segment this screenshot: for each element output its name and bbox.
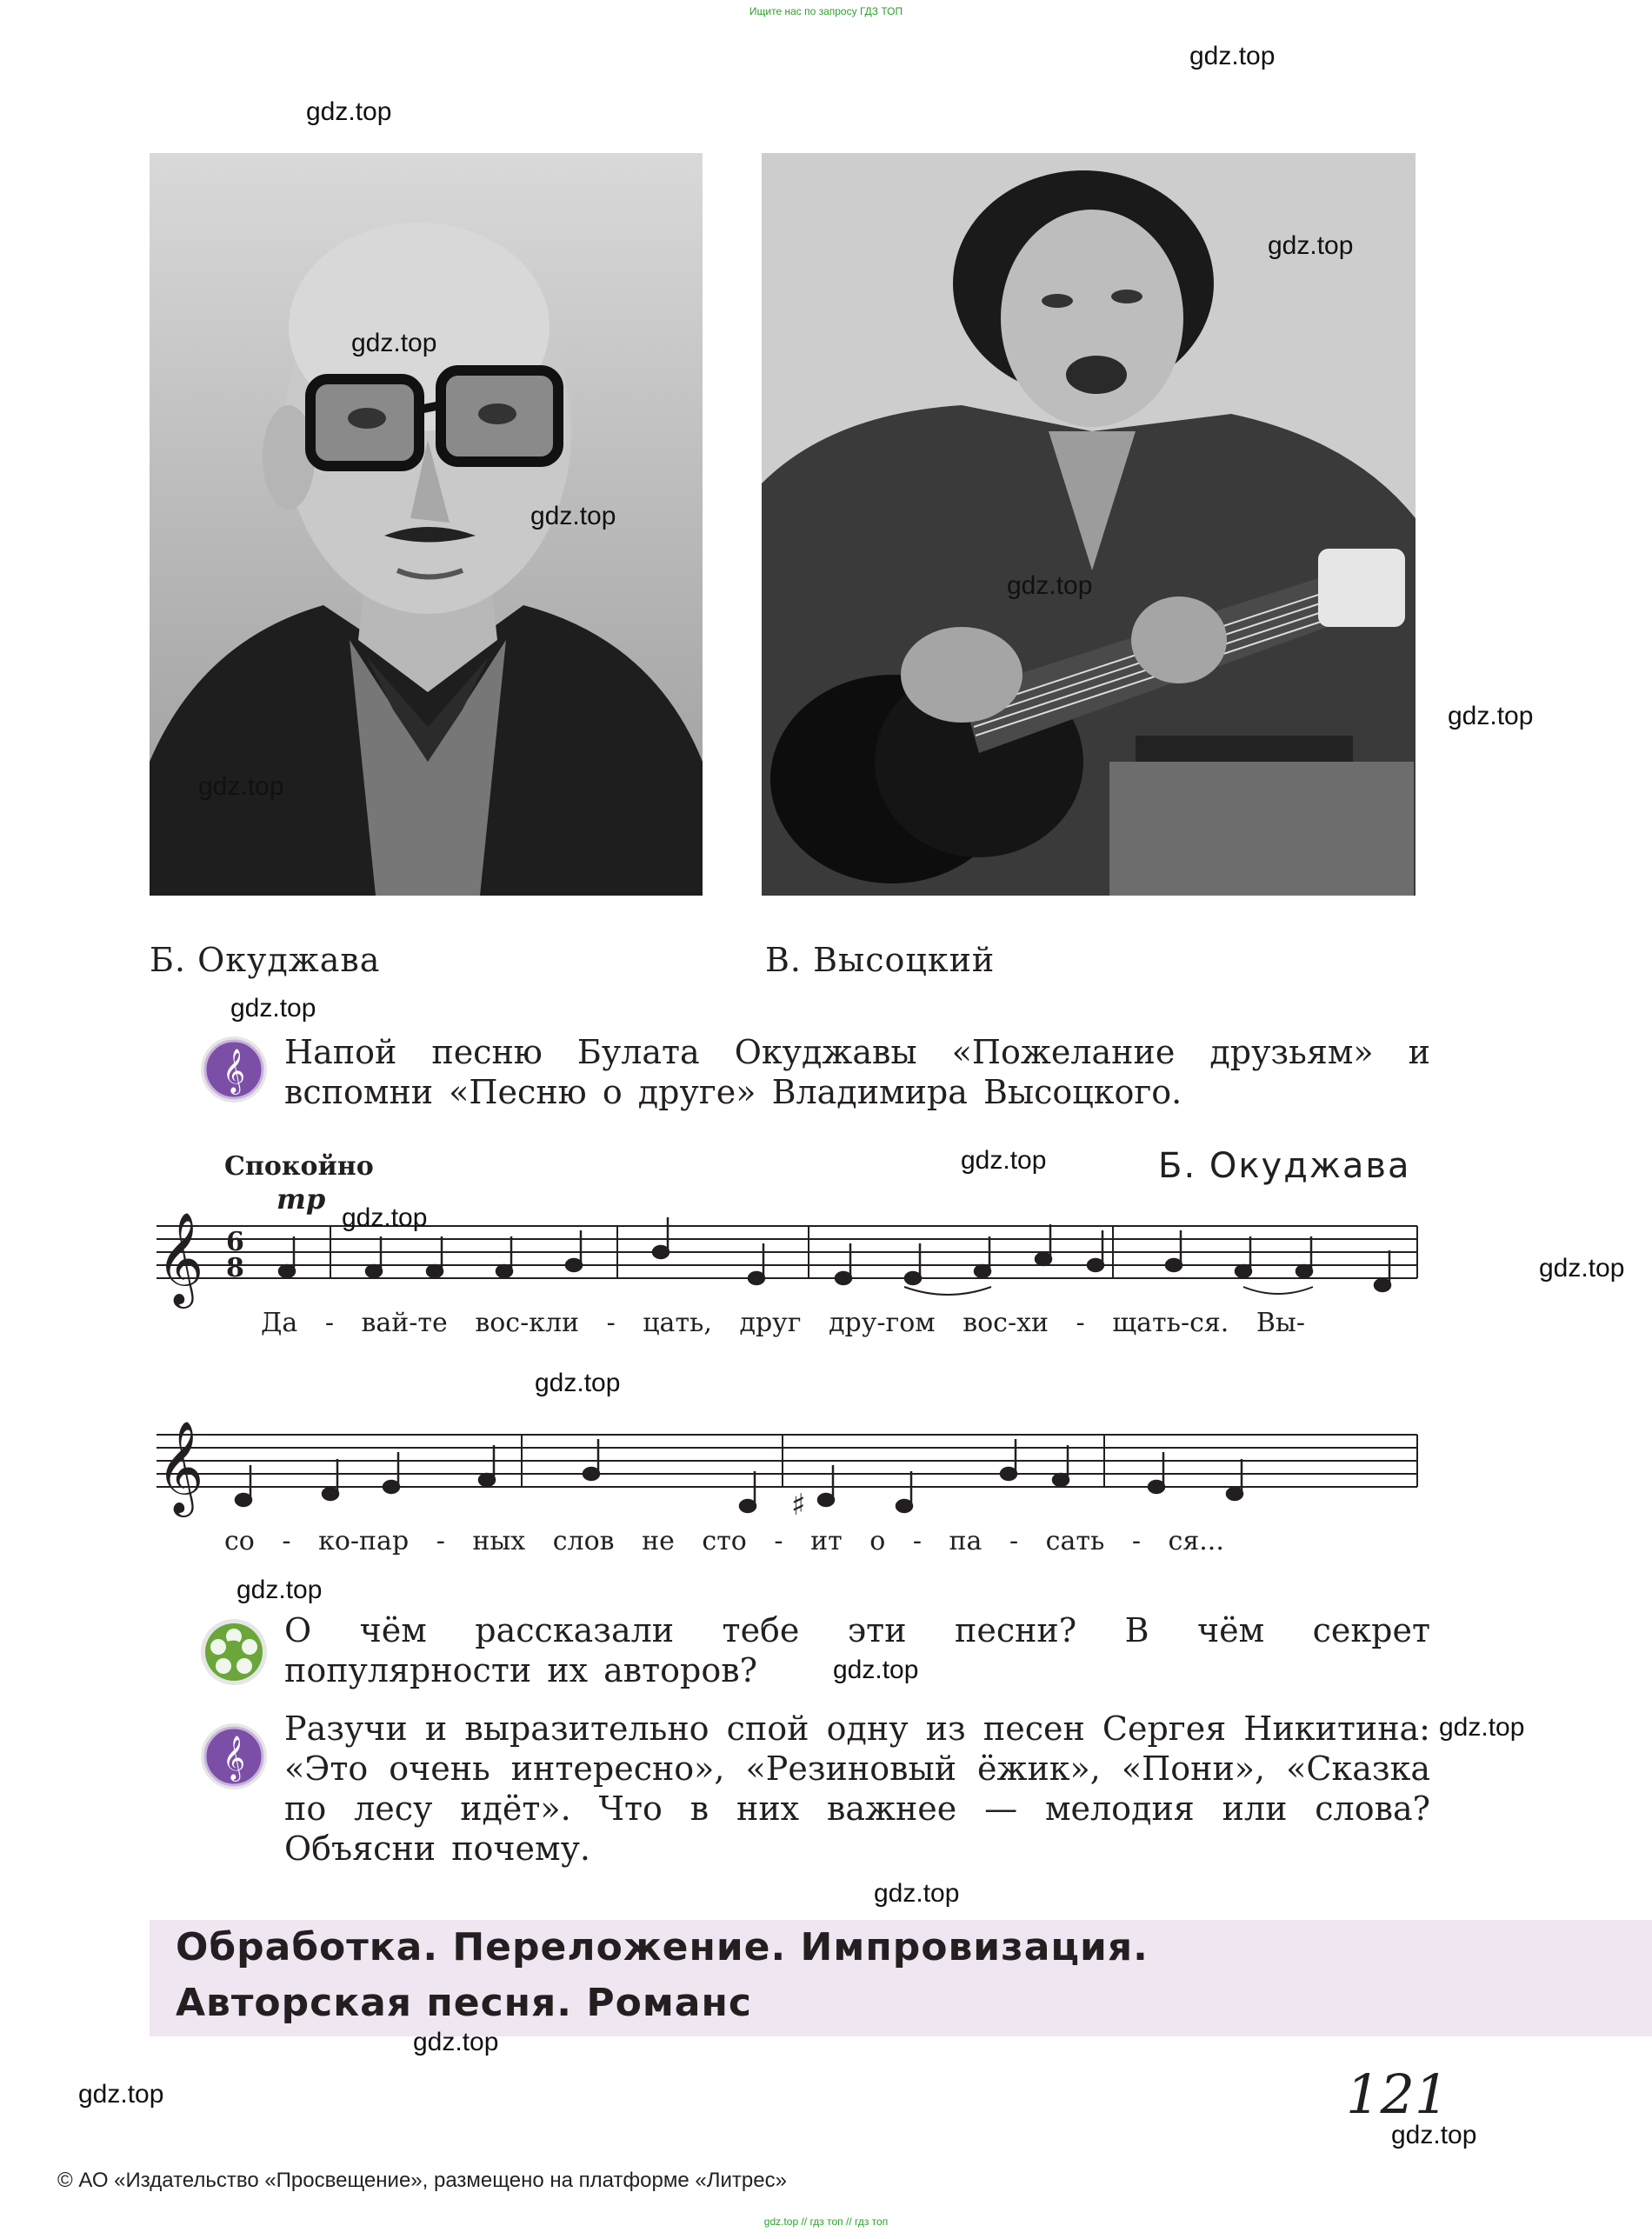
watermark: gdz.top	[230, 994, 316, 1023]
lyric-syllable: ных	[472, 1526, 526, 1556]
lyric-syllable: па	[949, 1526, 983, 1556]
lyric-syllable: не	[642, 1526, 675, 1556]
lyric-hyphen: -	[606, 1308, 616, 1338]
guitarist-image	[762, 153, 1416, 896]
ornament-mark: mp	[276, 1183, 326, 1216]
task-questions: О чём рассказали тебе эти песни? В чём секрет популярности их авторов?	[284, 1611, 1430, 1689]
svg-text:6: 6	[226, 1227, 244, 1257]
lyric-hyphen: -	[282, 1526, 291, 1556]
watermark: gdz.top	[961, 1146, 1047, 1175]
watermark: gdz.top	[1539, 1254, 1625, 1283]
lyric-hyphen: -	[324, 1308, 334, 1338]
lyric-hyphen: -	[1131, 1526, 1141, 1556]
task-sing-songs: Напой песню Булата Окуджавы «Пожелание друзьям» и вспомни «Песню о друге» Владимира Высоцкого.	[284, 1033, 1430, 1111]
topic-band	[150, 1920, 1652, 2036]
lyrics-line-2	[224, 1526, 1224, 1556]
watermark: gdz.top	[535, 1369, 621, 1397]
question-task-icon	[199, 1617, 269, 1687]
lyric-syllable: щать-ся.	[1112, 1308, 1229, 1338]
svg-text:𝄞: 𝄞	[157, 1420, 204, 1513]
lyric-syllable: дру-гом	[829, 1308, 936, 1338]
lyric-syllable: вос-кли	[475, 1308, 580, 1338]
caption-okudzhava: Б. Окуджава	[150, 941, 381, 979]
header-note: Ищите нас по запросу ГДЗ ТОП	[749, 5, 903, 17]
watermark: gdz.top	[1448, 702, 1534, 730]
svg-text:𝄞: 𝄞	[157, 1211, 204, 1304]
lyric-syllable: слов	[552, 1526, 615, 1556]
page-number: 121	[1346, 2062, 1449, 2126]
watermark: gdz.top	[1391, 2121, 1477, 2149]
music-task-icon	[199, 1722, 269, 1791]
lyric-syllable: сто	[702, 1526, 747, 1556]
tempo-marking: Спокойно	[224, 1151, 374, 1182]
watermark: gdz.top	[306, 97, 392, 126]
topic-title-line-1: Обработка. Переложение. Импровизация.	[176, 1925, 1149, 1969]
svg-text:8: 8	[226, 1253, 244, 1283]
footer-note: gdz.top // гдз топ // гдз топ	[763, 2216, 889, 2228]
photo-vysotsky	[762, 153, 1416, 896]
lyric-hyphen: -	[912, 1526, 922, 1556]
lyric-syllable: Да	[261, 1308, 298, 1338]
lyric-syllable: цать,	[643, 1308, 712, 1338]
watermark: gdz.top	[198, 772, 284, 801]
lyric-syllable: вай-те	[361, 1308, 448, 1338]
caption-vysotsky: В. Высоцкий	[765, 941, 996, 979]
watermark: gdz.top	[236, 1576, 323, 1604]
lyrics-line-1	[261, 1308, 1305, 1338]
lyric-hyphen: -	[1076, 1308, 1085, 1338]
watermark: gdz.top	[530, 502, 616, 530]
lyric-syllable: о	[869, 1526, 886, 1556]
watermark: gdz.top	[351, 329, 437, 357]
watermark: gdz.top	[78, 2080, 164, 2109]
lyric-syllable: друг	[739, 1308, 802, 1338]
music-staff-2	[157, 1409, 1426, 1522]
lyric-syllable: со	[224, 1526, 255, 1556]
copyright-notice: © АО «Издательство «Просвещение», размещено на платформе «Литрес»	[57, 2169, 787, 2192]
watermark: gdz.top	[874, 1879, 960, 1908]
watermark: gdz.top	[1268, 231, 1354, 260]
lyric-hyphen: -	[774, 1526, 783, 1556]
lyric-syllable: вос-хи	[963, 1308, 1049, 1338]
watermark: gdz.top	[413, 2028, 499, 2056]
watermark: gdz.top	[1007, 571, 1093, 600]
lyric-syllable: ся...	[1168, 1526, 1224, 1556]
lyric-syllable: ко-пар	[318, 1526, 410, 1556]
watermark: gdz.top	[1189, 42, 1276, 70]
watermark: gdz.top	[342, 1203, 428, 1232]
watermark: gdz.top	[833, 1656, 919, 1684]
lyric-syllable: ит	[810, 1526, 843, 1556]
svg-text:𝄞: 𝄞	[222, 1736, 246, 1780]
lyric-hyphen: -	[436, 1526, 445, 1556]
svg-text:♯: ♯	[791, 1488, 806, 1522]
svg-text:?: ?	[225, 1636, 243, 1670]
lyric-syllable: сать	[1045, 1526, 1105, 1556]
score-author: Б. Окуджава	[1158, 1146, 1411, 1186]
topic-title-line-2: Авторская песня. Романс	[176, 1981, 752, 2025]
lyric-hyphen: -	[1009, 1526, 1019, 1556]
music-task-icon	[199, 1035, 269, 1104]
lyric-syllable: Вы-	[1256, 1308, 1305, 1338]
svg-text:𝄞: 𝄞	[222, 1049, 246, 1093]
task-learn-nikitin: Разучи и выразительно спой одну из песен Сергея Никитина: «Это очень интересно», «Резиновый ёжик», «Пони», «Сказка по лесу идёт». Что в них важнее — мелодия или слова? Объясни почему.	[284, 1709, 1430, 1868]
watermark: gdz.top	[1439, 1713, 1525, 1742]
